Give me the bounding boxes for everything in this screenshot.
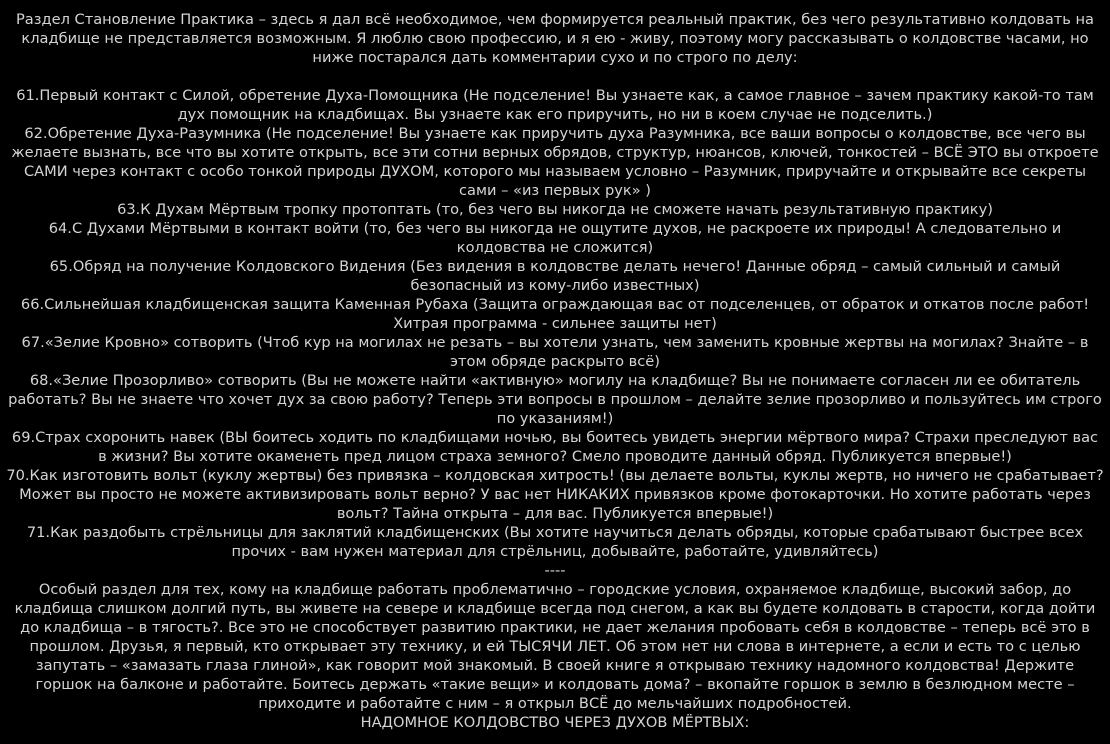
list-item-63: 63.К Духам Мёртвым тропку протоптать (то, без чего вы никогда не сможете начать результативную практику) — [117, 201, 993, 218]
section-heading: НАДОМНОЕ КОЛДОВСТВО ЧЕРЕЗ ДУХОВ МЁРТВЫХ: — [360, 714, 750, 731]
list-item-69: 69.Страх схоронить навек (ВЫ боитесь ходить по кладбищами ночью, вы боитесь увидеть энергии мёртвого мира? Страхи преследуют вас в жизни? Вы хотите окаменеть пред лицом страха земного? Смело проводите данный обряд. Публикуется впервые!) — [11, 429, 1099, 465]
list-item-61: 61.Первый контакт с Силой, обретение Духа-Помощника (Не подселение! Вы узнаете как, а самое главное – зачем практику какой-то там дух помощник на кладбищах. Вы узнаете как его приручить, но ни в коем случае не подселить.) — [16, 87, 1094, 123]
items-list — [6, 86, 1104, 561]
paragraph-gap — [6, 67, 1104, 86]
list-item-68: 68.«Зелие Прозорливо» сотворить (Вы не можете найти «активную» могилу на кладбище? Вы не понимаете согласен ли ее обитатель работать? Вы не знаете что хочет дух за свою работу? Теперь эти вопросы в прошлом – делайте зелие прозорливо и пользуйтесь им строго по указаниям!) — [8, 372, 1102, 427]
list-item-62: 62.Обретение Духа-Разумника (Не подселение! Вы узнаете как приручить духа Разумника, все ваши вопросы о колдовстве, все чего вы желаете вызнать, все что вы хотите открыть, все эти сотни верных обрядов, структур, нюансов, ключей, тонкостей – ВСЁ ЭТО вы откроете САМИ через контакт с особо тонкой природы ДУХОМ, которого мы называем условно – Разумник, приручайте и открывайте все секреты сами – «из первых рук» ) — [11, 125, 1099, 199]
list-item-64: 64.С Духами Мёртвыми в контакт войти (то, без чего вы никогда не ощутите духов, не раскроете их природы! А следовательно и колдовства не сложится) — [48, 220, 1062, 256]
list-item-65: 65.Обряд на получение Колдовского Видения (Без видения в колдовстве делать нечего! Данные обряд – самый сильный и самый безопасный из кому-либо известных) — [49, 258, 1061, 294]
list-item-70: 70.Как изготовить вольт (куклу жертвы) без привязка – колдовская хитрость! (вы делаете вольты, куклы жертв, но ничего не срабатывает? Может вы просто не можете активизировать вольт верно? У вас нет НИКАКИХ привязков кроме фотокарточки. Но хотите работать через вольт? Тайна открыта – для вас. Публикуется впервые!) — [6, 467, 1104, 522]
list-item-71: 71.Как раздобыть стрёльницы для заклятий кладбищенских (Вы хотите научиться делать обряды, которые срабатывают быстрее всех прочих - вам нужен материал для стрёльниц, добывайте, работайте, удивляйтесь) — [26, 524, 1084, 560]
closing-paragraph: Особый раздел для тех, кому на кладбище работать проблематично – городские условия, охраняемое кладбище, высокий забор, до кладбища слишком долгий путь, вы живете на севере и кладбище всегда под снегом, а как вы будете колдовать в старости, когда дойти до кладбища – в тягость?. Все это не способствует развитию практики, не дает желания пробовать себя в колдовстве – теперь всё это в прошлом. Друзья, я первый, кто открывает эту технику, и ей ТЫСЯЧИ ЛЕТ. Об этом нет ни слова в интернете, а если и есть то с целью запутать – «замазать глаза глиной», как говорит мой знакомый. В своей книге я открываю технику надомного колдовства! Держите горшок на балконе и работайте. Боитесь держать «такие вещи» и колдовать дома? – вкопайте горшок в землю в безлюдном месте – приходите и работайте с ним – я открыл ВСЁ до мельчайших подробностей. — [14, 581, 1096, 712]
intro-paragraph: Раздел Становление Практика – здесь я дал всё необходимое, чем формируется реальный практик, без чего результативно колдовать на кладбище не представляется возможным. Я люблю свою профессию, и я ею - живу, поэтому могу рассказывать о колдовстве часами, но ниже постарался дать комментарии сухо и по строго по делу: — [16, 11, 1094, 66]
list-item-66: 66.Сильнейшая кладбищенская защита Каменная Рубаха (Защита ограждающая вас от подселенцев, от обраток и откатов после работ! Хитрая программа - сильнее защиты нет) — [20, 296, 1090, 332]
separator: ---- — [544, 562, 566, 579]
list-item-67: 67.«Зелие Кровно» сотворить (Чтоб кур на могилах не резать – вы хотели узнать, чем заменить кровные жертвы на могилах? Знайте – в этом обряде раскрыто всё) — [21, 334, 1089, 370]
